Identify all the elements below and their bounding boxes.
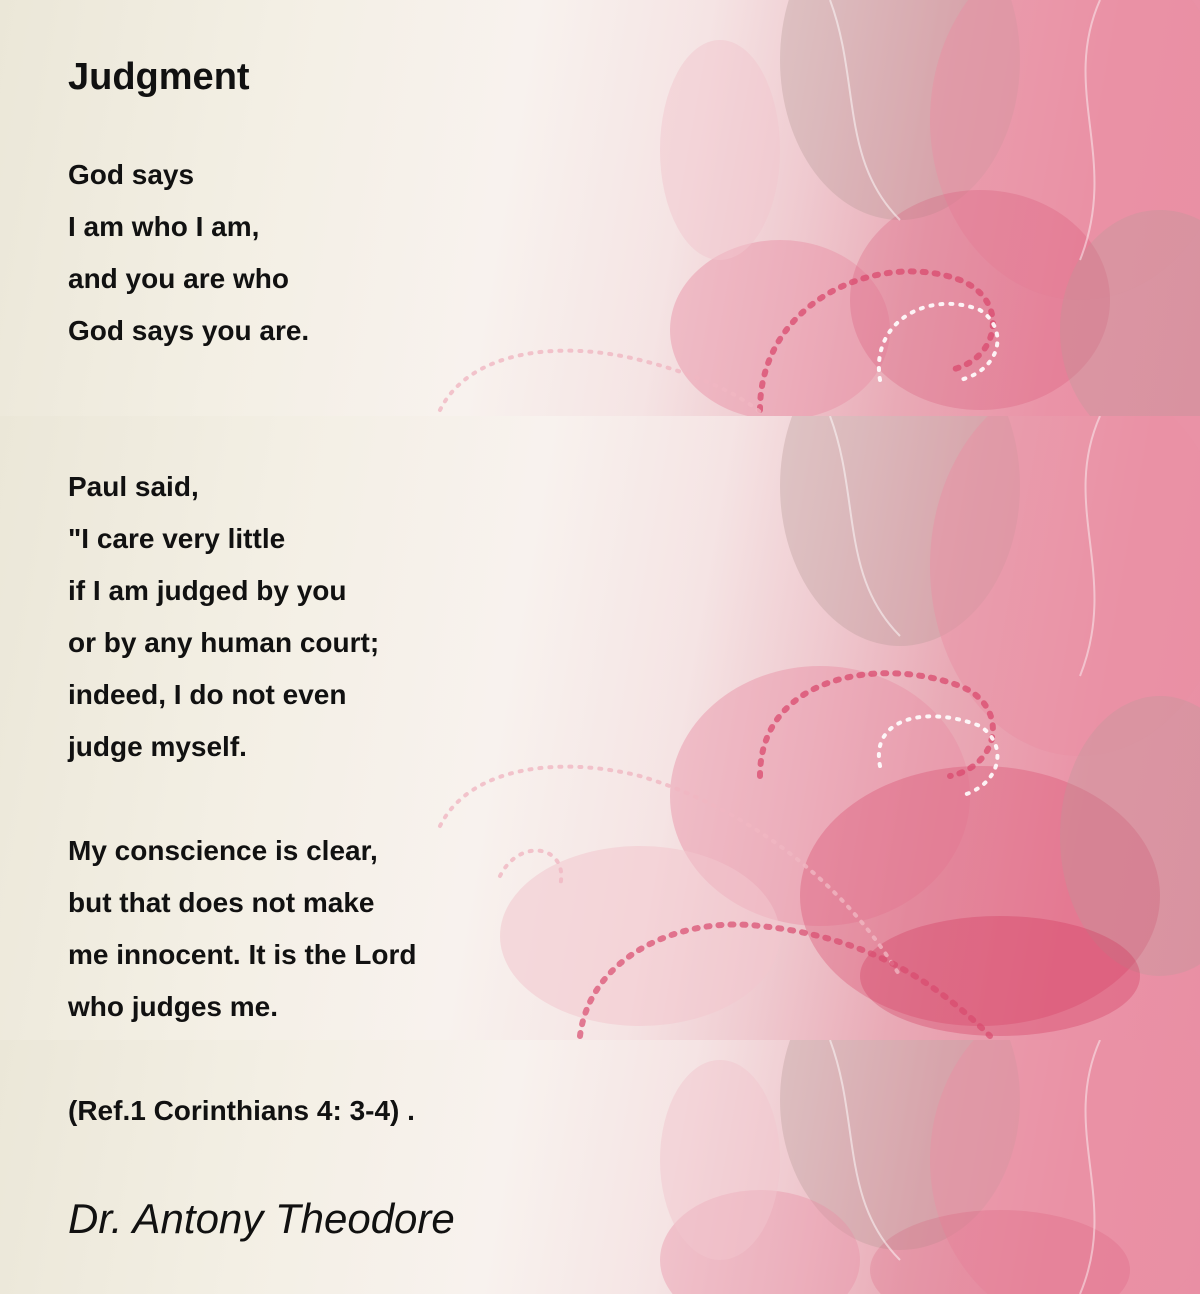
poem-author: Dr. Antony Theodore — [68, 1195, 455, 1242]
poem-line: if I am judged by you — [68, 575, 347, 606]
reference-line — [68, 1085, 415, 1137]
stanza-2 — [68, 461, 379, 773]
poem-line: indeed, I do not even — [68, 679, 347, 710]
stanza-1 — [68, 149, 309, 357]
poem-title: Judgment — [68, 56, 250, 98]
poem-line: God says — [68, 159, 195, 190]
floral-decoration — [0, 1040, 1200, 1294]
poem-line: My conscience is clear, — [68, 835, 378, 866]
poem-line: but that does not make — [68, 887, 375, 918]
poem-line: Paul said, — [68, 471, 199, 502]
poem-line: who judges me. — [68, 991, 279, 1022]
stanza-3 — [68, 825, 416, 1033]
poem-line: judge myself. — [68, 731, 247, 762]
poem-line: I am who I am, — [68, 211, 260, 242]
background-tile-bottom — [0, 1040, 1200, 1294]
bible-reference: (Ref.1 Corinthians 4: 3-4) . — [68, 1095, 415, 1126]
poem-line: or by any human court; — [68, 627, 380, 658]
poem-line: me innocent. It is the Lord — [68, 939, 417, 970]
poem-line: "I care very little — [68, 523, 286, 554]
poem-line: God says you are. — [68, 315, 310, 346]
poem-line: and you are who — [68, 263, 289, 294]
